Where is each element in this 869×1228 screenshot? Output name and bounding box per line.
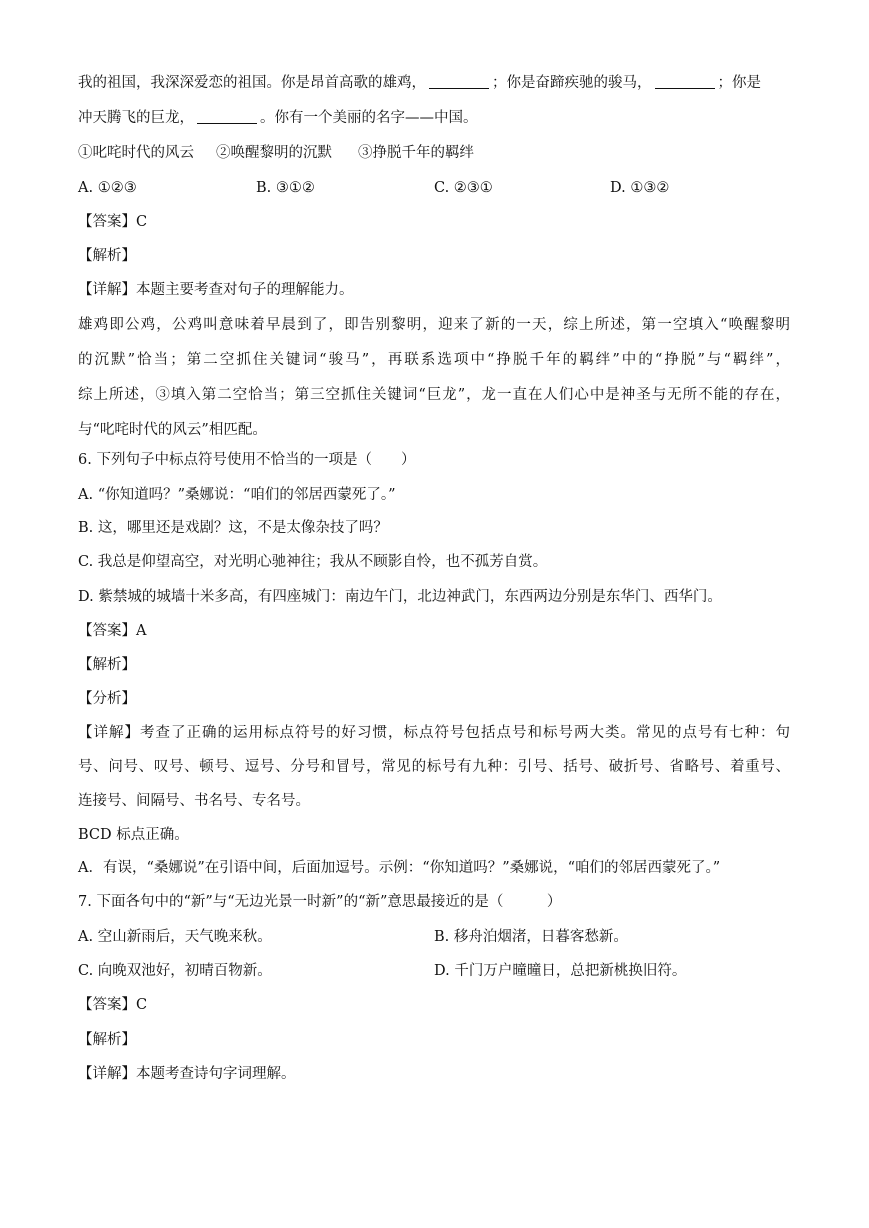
q6-option-a: A. “你知道吗？”桑娜说：“咱们的邻居西蒙死了。” <box>78 487 396 503</box>
q6-option-b: B. 这，哪里还是戏剧？这，不是太像杂技了吗？ <box>78 520 388 536</box>
q5-options <box>78 178 792 198</box>
q6-detail-2: 号、问号、叹号、顿号、逗号、分号和冒号，常见的标号有九种：引号、括号、破折号、省略号、着重号、 <box>78 759 790 775</box>
q7-detail: 【详解】本题考查诗句字词理解。 <box>78 1066 296 1082</box>
q5-explain-4: 与“叱咤时代的风云”相匹配。 <box>78 422 267 438</box>
q5-analysis: 【解析】 <box>78 248 136 264</box>
q7-analysis: 【解析】 <box>78 1032 136 1048</box>
q7-option-d: D. 千门万户曈曈日，总把新桃换旧符。 <box>434 963 687 979</box>
q5-option-c: C. ②③① <box>434 180 493 196</box>
q5-explain-2: 的沉默”恰当；第二空抓住关键词“骏马”，再联系选项中“挣脱千年的羁绊”中的“挣脱”与“羁绊”， <box>78 352 790 368</box>
q7-option-b: B. 移舟泊烟渚，日暮客愁新。 <box>434 929 628 945</box>
blank-3 <box>197 109 257 124</box>
q7-options-row-1 <box>78 927 792 947</box>
blank-2 <box>655 74 715 89</box>
q5-option-a: A. ①②③ <box>78 180 137 196</box>
q6-bcd: BCD 标点正确。 <box>78 827 189 843</box>
q7-option-a: A. 空山新雨后，天气晚来秋。 <box>78 929 272 945</box>
q5-option-d: D. ①③② <box>610 180 670 196</box>
q6-option-d: D. 紫禁城的城墙十米多高，有四座城门：南边午门，北边神武门，东西两边分别是东华门、西华门。 <box>78 589 722 605</box>
q7-answer: 【答案】C <box>78 997 148 1013</box>
q5-passage-line-2: 冲天腾飞的巨龙， 。你有一个美丽的名字——中国。 <box>78 110 478 126</box>
q7-option-c: C. 向晚双池好，初晴百物新。 <box>78 963 272 979</box>
q7-options-row-2 <box>78 961 792 981</box>
q6-a-note: A．有误，“桑娜说”在引语中间，后面加逗号。示例：“你知道吗？”桑娜说，“咱们的邻居西蒙死了。” <box>78 860 721 876</box>
q5-explain-1: 雄鸡即公鸡，公鸡叫意味着早晨到了，即告别黎明，迎来了新的一天，综上所述，第一空填入“唤醒黎明 <box>78 317 790 333</box>
q6-question: 6. 下列句子中标点符号使用不恰当的一项是（ ） <box>78 452 416 468</box>
blank-1 <box>429 74 489 89</box>
q5-answer: 【答案】C <box>78 214 148 230</box>
q6-detail-3: 连接号、间隔号、书名号、专名号。 <box>78 793 310 809</box>
q6-option-c: C. 我总是仰望高空，对光明心驰神往；我从不顾影自怜，也不孤芳自赏。 <box>78 554 548 570</box>
q6-analysis: 【解析】 <box>78 657 136 673</box>
q5-explain-3: 综上所述，③填入第二空恰当；第三空抓住关键词“巨龙”，龙一直在人们心中是神圣与无所不能的存在， <box>78 387 790 403</box>
q5-option-b: B. ③①② <box>256 180 315 196</box>
q5-passage-line-1: 我的祖国，我深深爱恋的祖国。你是昂首高歌的雄鸡， ；你是奋蹄疾驰的骏马， ；你是 <box>78 75 761 91</box>
q7-question: 7. 下面各句中的“新”与“无边光景一时新”的“新”意思最接近的是（ ） <box>78 894 562 910</box>
q6-answer: 【答案】A <box>78 623 147 639</box>
q5-detail: 【详解】本题主要考查对句子的理解能力。 <box>78 282 354 298</box>
q5-phrases: ①叱咤时代的风云 ②唤醒黎明的沉默 ③挣脱千年的羁绊 <box>78 145 474 161</box>
q6-fenxi: 【分析】 <box>78 691 136 707</box>
q6-detail-1: 【详解】考查了正确的运用标点符号的好习惯，标点符号包括点号和标号两大类。常见的点号有七种：句 <box>78 725 790 741</box>
